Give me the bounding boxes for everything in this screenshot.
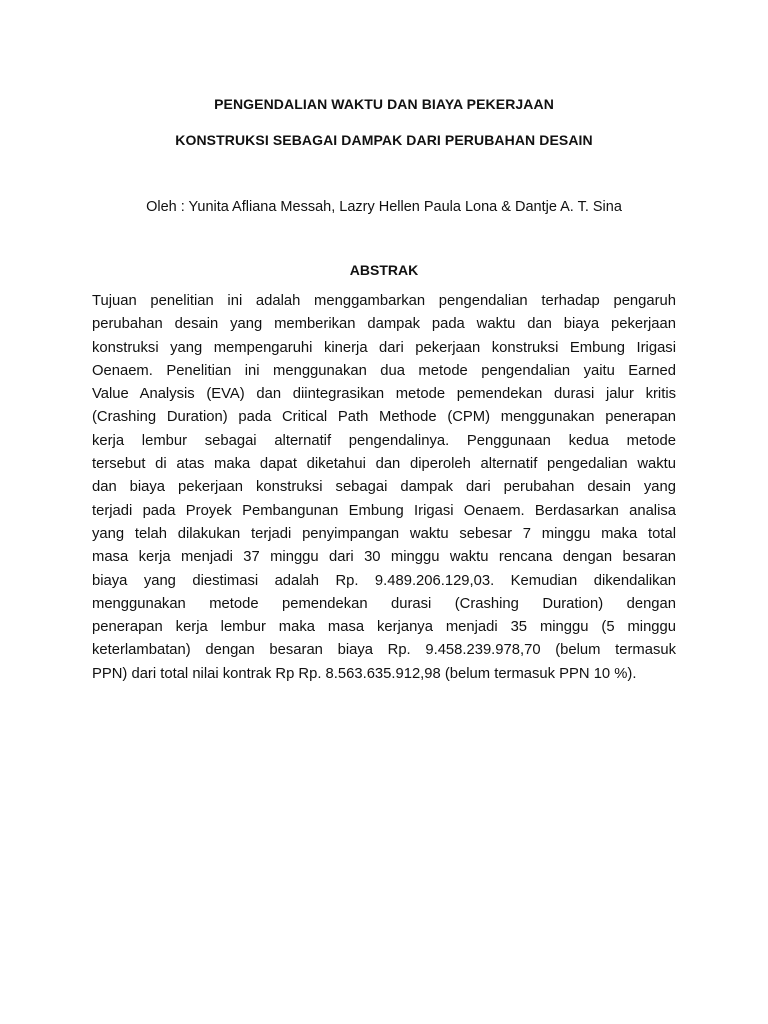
abstract-line: konstruksi yang mempengaruhi kinerja dari pekerjaan konstruksi Embung Irigasi — [92, 339, 676, 356]
abstract-line: (Crashing Duration) pada Critical Path Methode (CPM) menggunakan penerapan — [92, 409, 676, 426]
abstract-line: tersebut di atas maka dapat diketahui dan diperoleh alternatif pengedalian waktu — [92, 456, 676, 473]
abstract-heading: ABSTRAK — [349, 262, 419, 278]
abstract-line: menggunakan metode pemendekan durasi (Crashing Duration) dengan — [92, 595, 676, 612]
abstract-line: Oenaem. Penelitian ini menggunakan dua metode pengendalian yaitu Earned — [92, 362, 676, 379]
abstract-body — [92, 290, 676, 686]
abstract-line: kerja lembur sebagai alternatif pengendalinya. Penggunaan kedua metode — [92, 432, 676, 449]
abstract-line: masa kerja menjadi 37 minggu dari 30 minggu waktu rencana dengan besaran — [92, 549, 676, 566]
paper-title-line-2: KONSTRUKSI SEBAGAI DAMPAK DARI PERUBAHAN DESAIN — [175, 132, 593, 148]
abstract-line: keterlambatan) dengan besaran biaya Rp. 9.458.239.978,70 (belum termasuk — [92, 642, 676, 659]
abstract-line: biaya yang diestimasi adalah Rp. 9.489.206.129,03. Kemudian dikendalikan — [92, 572, 676, 589]
abstract-line: yang telah dilakukan terjadi penyimpangan waktu sebesar 7 minggu maka total — [92, 525, 676, 542]
abstract-line: penerapan kerja lembur maka masa kerjanya menjadi 35 minggu (5 minggu — [92, 619, 676, 636]
abstract-line: Tujuan penelitian ini adalah menggambarkan pengendalian terhadap pengaruh — [92, 293, 676, 309]
abstract-line: dan biaya pekerjaan konstruksi sebagai dampak dari perubahan desain yang — [92, 479, 676, 496]
abstract-line: PPN) dari total nilai kontrak Rp Rp. 8.563.635.912,98 (belum termasuk PPN 10 %). — [92, 665, 637, 682]
paper-title-line-1: PENGENDALIAN WAKTU DAN BIAYA PEKERJAAN — [214, 96, 554, 112]
abstract-line: terjadi pada Proyek Pembangunan Embung Irigasi Oenaem. Berdasarkan analisa — [92, 502, 676, 519]
author-line: Oleh : Yunita Afliana Messah, Lazry Hellen Paula Lona & Dantje A. T. Sina — [146, 199, 622, 215]
abstract-line: perubahan desain yang memberikan dampak pada waktu dan biaya pekerjaan — [92, 316, 676, 333]
abstract-line: Value Analysis (EVA) dan diintegrasikan metode pemendekan durasi jalur kritis — [92, 386, 676, 403]
